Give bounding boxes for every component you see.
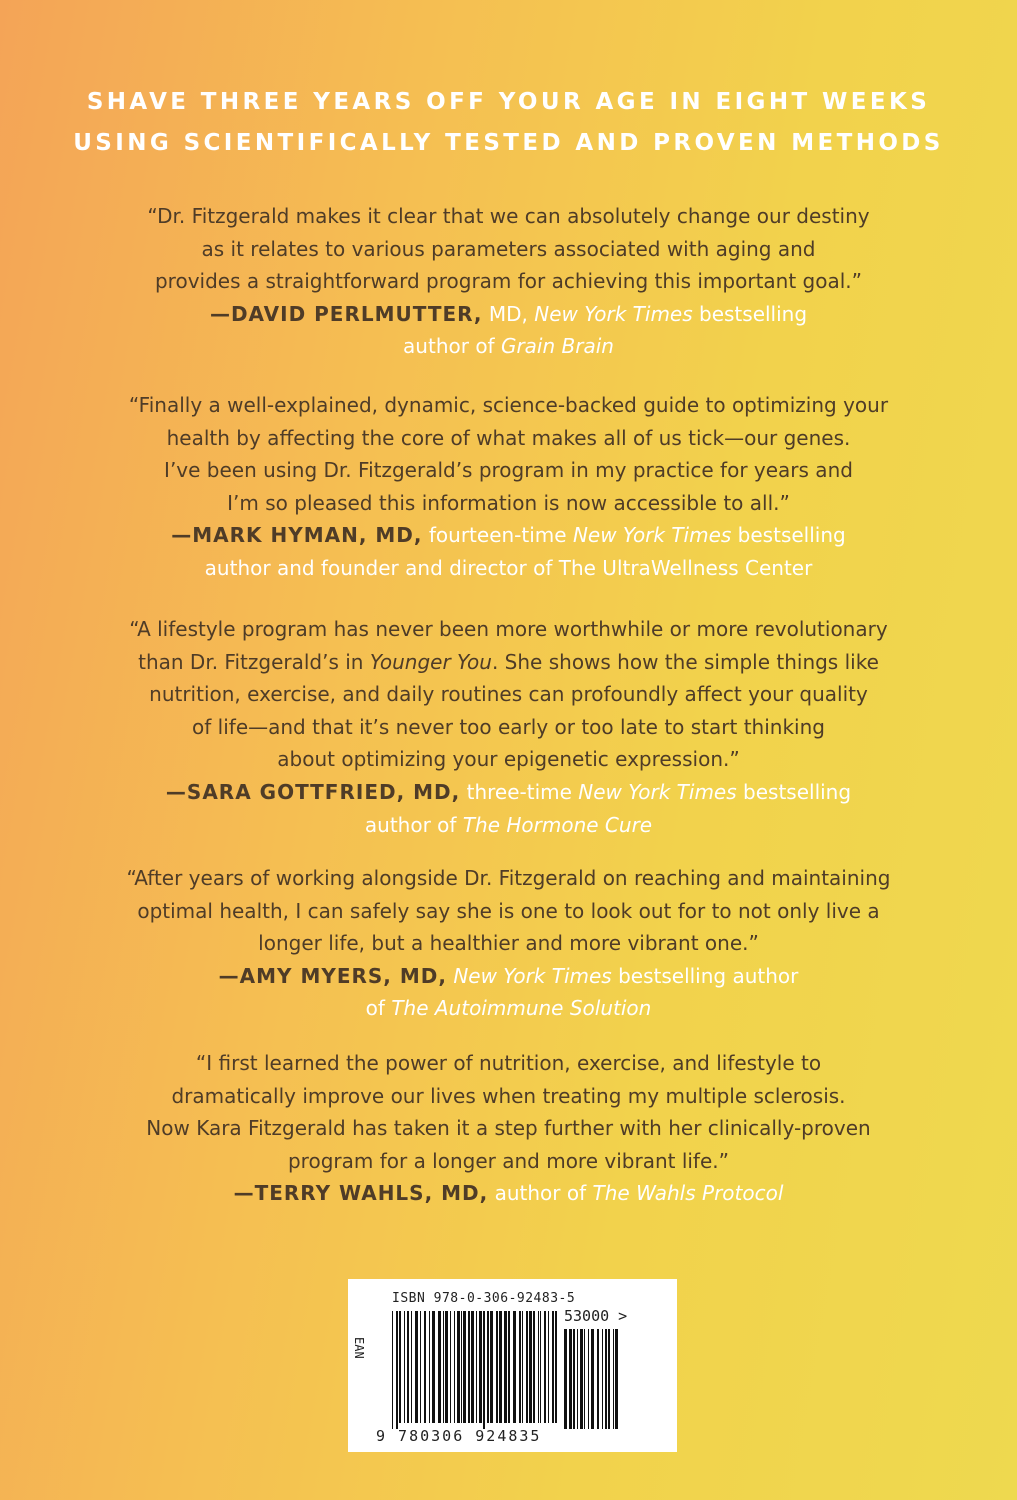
addon-bar bbox=[588, 1329, 589, 1429]
addon-bar bbox=[615, 1329, 618, 1429]
addon-bar bbox=[602, 1329, 603, 1429]
blurb-line: “A lifestyle program has never been more worthwhile or more revolutionary bbox=[129, 617, 888, 641]
barcode-bar bbox=[555, 1311, 557, 1423]
blurb-line: health by affecting the core of what makes all of us tick—our genes. bbox=[166, 425, 851, 450]
addon-bar bbox=[580, 1329, 583, 1429]
author-publication: New York Times bbox=[453, 963, 612, 988]
headline-line-1: SHAVE THREE YEARS OFF YOUR AGE IN EIGHT WEEKS bbox=[86, 89, 931, 115]
barcode-bar bbox=[522, 1311, 523, 1423]
author-credential-rest: bestselling bbox=[692, 301, 808, 326]
blurb-gottfried bbox=[0, 613, 1017, 841]
blurb-myers bbox=[0, 862, 1017, 1025]
barcode-bar bbox=[445, 1311, 448, 1423]
blurb-wahls bbox=[0, 1047, 1017, 1210]
blurb-line: longer life, but a healthier and more vibrant one.” bbox=[258, 931, 759, 956]
blurb-attribution bbox=[0, 519, 1017, 584]
blurb-attribution bbox=[0, 960, 1017, 1025]
price-code: 53000 > bbox=[564, 1307, 628, 1325]
barcode-bar bbox=[415, 1311, 418, 1423]
blurb-hyman bbox=[0, 389, 1017, 585]
barcode-bar bbox=[396, 1311, 398, 1429]
blurb-line: “I first learned the power of nutrition, exercise, and lifestyle to bbox=[195, 1051, 822, 1075]
blurb-attribution bbox=[0, 1177, 1017, 1210]
barcode-bar bbox=[533, 1311, 535, 1423]
addon-bar bbox=[577, 1329, 578, 1429]
barcode-bar bbox=[471, 1311, 474, 1423]
barcode-bar bbox=[468, 1311, 470, 1423]
barcode-bar bbox=[392, 1311, 393, 1429]
blurb-attribution bbox=[0, 776, 1017, 841]
blurb-line: “After years of working alongside Dr. Fitzgerald on reaching and maintaining bbox=[126, 866, 891, 890]
addon-bar bbox=[608, 1329, 610, 1429]
author-book-title: Grain Brain bbox=[500, 334, 614, 359]
author-credential-rest: bestselling bbox=[731, 523, 846, 548]
headline bbox=[0, 82, 1017, 164]
addon-bar bbox=[569, 1329, 572, 1429]
barcode-bar bbox=[454, 1311, 455, 1423]
barcode-bar bbox=[544, 1311, 546, 1423]
author-publication: New York Times bbox=[572, 523, 732, 548]
addon-bar bbox=[597, 1329, 599, 1429]
barcode-bar bbox=[483, 1311, 485, 1429]
blurb-line: dramatically improve our lives when treating my multiple sclerosis. bbox=[171, 1083, 846, 1108]
barcode-bar bbox=[504, 1311, 507, 1423]
barcode-bar bbox=[548, 1311, 549, 1423]
barcode-bar bbox=[487, 1311, 489, 1423]
author-publication: New York Times bbox=[578, 779, 737, 804]
addon-bar bbox=[591, 1329, 594, 1429]
author-publication: New York Times bbox=[534, 301, 693, 326]
barcode-bar bbox=[476, 1311, 477, 1423]
barcode-bar bbox=[411, 1311, 412, 1423]
author-name: —DAVID PERLMUTTER, bbox=[209, 301, 483, 326]
author-book-prefix: of bbox=[365, 996, 392, 1021]
blurb-line: program for a longer and more vibrant life.” bbox=[287, 1148, 729, 1173]
barcode-bar bbox=[496, 1311, 498, 1423]
isbn-label: ISBN 978-0-306-92483-5 bbox=[392, 1291, 576, 1306]
addon-bar bbox=[564, 1329, 567, 1429]
blurb-text: . She shows how the simple things like bbox=[491, 649, 879, 674]
author-credential: author of bbox=[488, 1181, 593, 1206]
blurb-line: I’m so pleased this information is now accessible to all.” bbox=[227, 490, 790, 515]
headline-line-2: USING SCIENTIFICALLY TESTED AND PROVEN METHODS bbox=[73, 130, 944, 156]
barcode-bar bbox=[432, 1311, 435, 1423]
blurb-line: “Dr. Fitzgerald makes it clear that we can absolutely change our destiny bbox=[147, 204, 870, 228]
barcode-bar bbox=[513, 1311, 516, 1423]
author-credential: fourteen-time bbox=[422, 523, 573, 548]
blurb-line: I’ve been using Dr. Fitzgerald’s program in my practice for years and bbox=[164, 458, 853, 483]
author-book-title: The Hormone Cure bbox=[462, 812, 653, 837]
barcode-bar bbox=[407, 1311, 409, 1423]
blurb-line: of life—and that it’s never too early or too late to start thinking bbox=[192, 714, 825, 739]
ean-barcode-bars bbox=[392, 1311, 557, 1429]
author-affiliation: author and founder and director of The UltraWellness Center bbox=[204, 555, 813, 580]
addon-bar bbox=[584, 1329, 585, 1429]
addon-bar bbox=[613, 1329, 614, 1429]
barcode-bar bbox=[429, 1311, 430, 1423]
barcode-bar bbox=[399, 1311, 401, 1423]
author-credential: MD, bbox=[482, 301, 535, 326]
barcode-bar bbox=[490, 1311, 493, 1423]
barcode-bar bbox=[552, 1311, 554, 1423]
blurb-line: optimal health, I can safely say she is one to look out for to not only live a bbox=[137, 898, 880, 923]
blurb-line: about optimizing your epigenetic expression.” bbox=[277, 747, 740, 772]
blurb-line: provides a straightforward program for achieving this important goal.” bbox=[154, 269, 863, 294]
blurb-attribution bbox=[0, 298, 1017, 363]
ean-digits: 9 780306 924835 bbox=[376, 1427, 542, 1445]
author-name: —TERRY WAHLS, MD, bbox=[233, 1181, 489, 1206]
barcode-bar bbox=[424, 1311, 426, 1423]
barcode-bar bbox=[540, 1311, 541, 1423]
barcode-bar bbox=[461, 1311, 462, 1423]
author-credential: three-time bbox=[460, 779, 579, 804]
barcode-bar bbox=[420, 1311, 421, 1423]
barcode-bar bbox=[508, 1311, 510, 1423]
author-book-title: The Wahls Protocol bbox=[592, 1181, 784, 1206]
author-name: —SARA GOTTFRIED, MD, bbox=[165, 779, 461, 804]
author-book-prefix: author of bbox=[364, 812, 463, 837]
author-name: —MARK HYMAN, MD, bbox=[171, 523, 423, 548]
blurb-line bbox=[0, 646, 1017, 679]
blurb-line: as it relates to various parameters associated with aging and bbox=[201, 236, 816, 261]
author-credential-rest: bestselling author bbox=[611, 963, 799, 988]
author-book-title: The Autoimmune Solution bbox=[391, 996, 652, 1021]
barcode-bar bbox=[457, 1311, 460, 1423]
blurb-line: Now Kara Fitzgerald has taken it a step further with her clinically-proven bbox=[146, 1116, 871, 1141]
blurb-line: “Finally a well-explained, dynamic, science-backed guide to optimizing your bbox=[128, 393, 889, 417]
barcode-panel bbox=[348, 1279, 677, 1452]
book-title: Younger You bbox=[369, 649, 492, 674]
barcode-bar bbox=[450, 1311, 451, 1423]
author-credential-rest: bestselling bbox=[736, 779, 852, 804]
blurb-perlmutter bbox=[0, 200, 1017, 363]
barcode-bar bbox=[463, 1311, 466, 1423]
author-name: —AMY MYERS, MD, bbox=[218, 963, 447, 988]
barcode-bar bbox=[479, 1311, 482, 1423]
blurb-line: nutrition, exercise, and daily routines can profoundly affect your quality bbox=[149, 682, 868, 707]
barcode-bar bbox=[443, 1311, 444, 1423]
barcode-bar bbox=[526, 1311, 528, 1423]
barcode-bar bbox=[404, 1311, 405, 1423]
addon-bar bbox=[573, 1329, 575, 1429]
addon-bar bbox=[605, 1329, 607, 1429]
blurb-text: than Dr. Fitzgerald’s in bbox=[138, 649, 370, 674]
barcode-bar bbox=[529, 1311, 532, 1423]
barcode-bar bbox=[519, 1311, 521, 1423]
price-addon-bars bbox=[564, 1329, 618, 1429]
barcode-bar bbox=[499, 1311, 502, 1423]
barcode-bar bbox=[438, 1311, 441, 1423]
ean-label: EAN bbox=[352, 1337, 366, 1359]
barcode-bar bbox=[538, 1311, 539, 1423]
author-book-prefix: author of bbox=[403, 334, 501, 359]
